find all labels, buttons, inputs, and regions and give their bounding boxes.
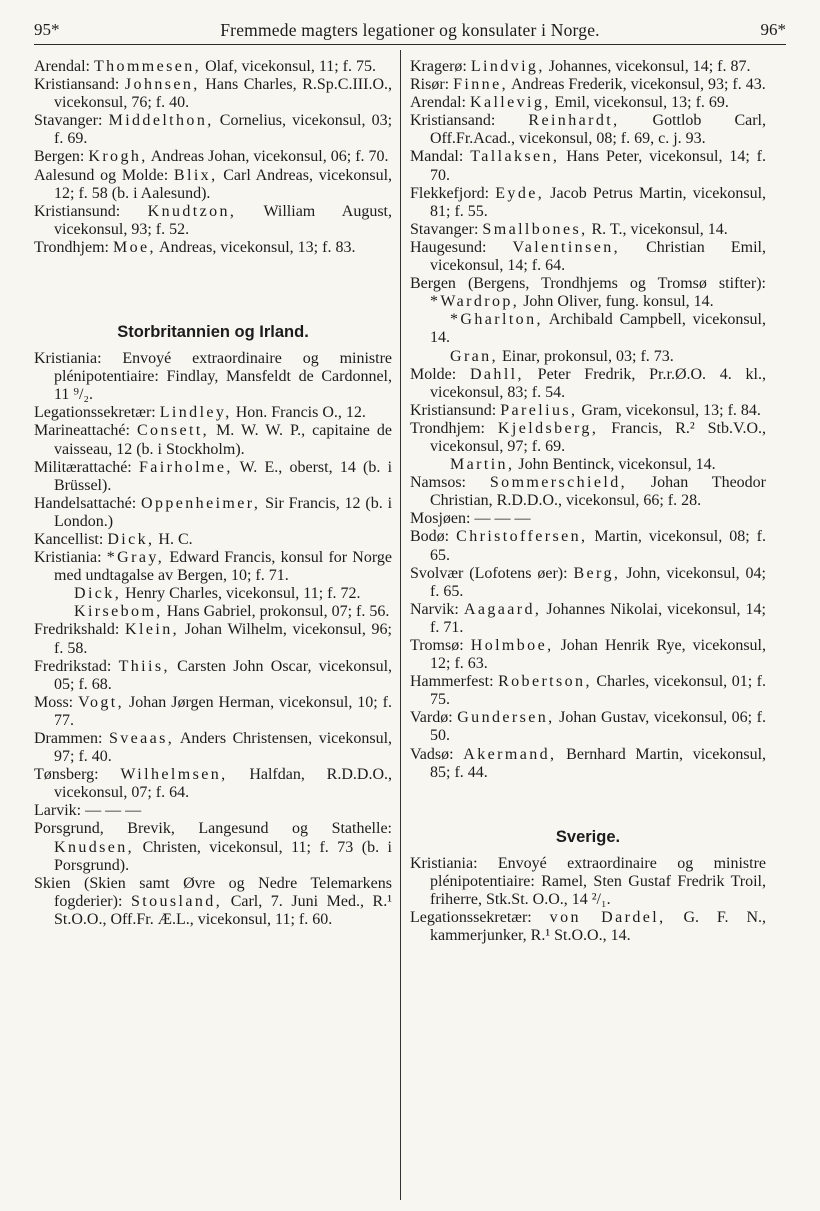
entry-rest: H. C. (158, 530, 193, 548)
entry-name: von Dardel, (549, 909, 666, 927)
directory-entry (410, 112, 766, 148)
directory-entry (410, 565, 766, 601)
entry-rest: W. E., oberst, 14 (b. i Brüssel). (54, 458, 393, 494)
entry-rest: Henry Charles, vicekonsul, 11; f. 72. (125, 585, 361, 603)
entry-place: Flekkefjord: (410, 184, 490, 202)
entry-name: Knudtzon, (147, 202, 237, 220)
entry-name: Krogh, (88, 148, 148, 166)
page-number-left: 95* (34, 20, 60, 39)
entry-place: Drammen: (34, 730, 103, 747)
directory-entry (34, 730, 392, 766)
section-title-storbritannien: Storbritannien og Irland. (117, 323, 309, 342)
right-entries (410, 58, 766, 782)
directory-entry (34, 422, 392, 458)
entry-place: Kristiania: (34, 549, 102, 567)
directory-entry (410, 185, 766, 221)
page-number-right: 96* (760, 20, 786, 39)
entry-rest: Andreas Johan, vicekonsul, 06; f. 70. (150, 148, 389, 166)
right-column (410, 58, 766, 945)
directory-entry (410, 420, 766, 456)
entry-rest: Sir Francis, 12 (b. i London.) (54, 494, 393, 530)
entry-rest: Gram, vicekonsul, 13; f. 84. (581, 401, 761, 419)
entry-place: Legationssekretær: (34, 404, 156, 422)
entry-name: Dick, (107, 530, 155, 548)
entry-name: *Gray, (106, 549, 165, 567)
directory-entry (34, 802, 392, 820)
entry-rest: Johannes Nikolai, vicekonsul, 14; f. 71. (430, 600, 766, 636)
entry-place: Mosjøen: (410, 510, 471, 528)
directory-entry (34, 658, 392, 694)
entry-place: Stavanger: (34, 112, 103, 130)
entry-place: Bergen: (34, 148, 85, 166)
entry-place: Svolvær (Lofotens øer): (410, 564, 568, 582)
entry-rest: Christen, vicekonsul, 11; f. 73 (b. i Porsgrund). (54, 838, 393, 874)
entry-place: Molde: (410, 365, 457, 383)
directory-entry (410, 528, 766, 564)
entry-name: Thommesen, (93, 58, 202, 75)
directory-entry (34, 549, 392, 585)
entry-place: Arendal: (34, 58, 90, 75)
directory-entry (34, 203, 392, 239)
directory-entry (410, 855, 766, 909)
directory-entry (410, 510, 766, 528)
entry-place: Trondhjem: (34, 238, 109, 256)
directory-entry (410, 348, 766, 366)
entry-name: Consett, (136, 422, 210, 440)
entry-name: Kirsebom, (74, 603, 163, 621)
entry-place: Kancellist: (34, 530, 104, 548)
entry-rest: Halfdan, R.D.D.O., vicekonsul, 07; f. 64. (54, 766, 393, 802)
directory-entry (410, 474, 766, 510)
entry-rest: Anders Christensen, vicekonsul, 97; f. 40. (54, 730, 393, 766)
entry-place: Marineattaché: (34, 422, 130, 440)
directory-entry (410, 456, 766, 474)
entry-place: Kristiansund: (34, 202, 121, 220)
entry-place: Fredrikstad: (34, 657, 112, 675)
entry-rest: Jacob Petrus Martin, vicekonsul, 81; f. 55. (430, 184, 767, 220)
entry-name: Fairholme, (138, 458, 233, 476)
entry-name: Reinhardt, (528, 112, 620, 130)
entry-name: Valentinsen, (512, 238, 620, 256)
entry-place: Kristiania: (34, 350, 102, 368)
entry-rest: Carsten John Oscar, vicekonsul, 05; f. 68. (54, 657, 393, 693)
entry-name: Holmboe, (470, 637, 554, 654)
entry-rest: Johan Jørgen Herman, vicekonsul, 10; f. 77. (54, 693, 393, 729)
entry-rest: John Bentinck, vicekonsul, 14. (518, 456, 716, 474)
entry-rest: Einar, prokonsul, 03; f. 73. (501, 347, 674, 365)
entry-name: Wilhelmsen, (120, 766, 228, 784)
entry-name: Middelthon, (108, 112, 214, 130)
entry-name: Dick, (74, 585, 122, 603)
entry-place: Aalesund og Molde: (34, 166, 169, 184)
sverige-entries (410, 855, 766, 945)
entry-rest: M. W. W. P., capitaine de vaisseau, 12 (b. i Stockholm). (54, 422, 393, 458)
entry-rest: Edward Francis, konsul for Norge med undtagalse av Bergen, 10; f. 71. (54, 549, 392, 585)
entry-name: Sommerschield, (489, 474, 628, 492)
entry-name: Tallaksen, (470, 148, 560, 166)
left-column (34, 58, 392, 929)
entry-name: Lindley, (159, 404, 232, 422)
directory-entry (34, 76, 392, 112)
directory-entry (34, 585, 392, 603)
entry-place: Kristiansand: (34, 76, 120, 94)
section-title-sverige: Sverige. (555, 827, 621, 846)
entry-place: Fredrikshald: (34, 621, 120, 639)
entry-place: Porsgrund, Brevik, Langesund og Stathelle: (34, 820, 392, 838)
directory-entry (410, 637, 766, 673)
directory-entry (34, 694, 392, 730)
entry-rest: Andreas, vicekonsul, 13; f. 83. (159, 238, 356, 256)
entry-name: Gundersen, (457, 709, 555, 727)
entry-place: Namsos: (410, 474, 466, 492)
directory-entry (410, 221, 766, 239)
entry-name: Finne, (453, 76, 508, 94)
entry-place: Kristiansund: (410, 401, 497, 419)
entry-rest: Johan Henrik Rye, vicekonsul, 12; f. 63. (430, 637, 766, 673)
directory-entry (410, 94, 766, 112)
entry-rest: John, vicekonsul, 04; f. 65. (430, 564, 766, 600)
entry-name: Kjeldsberg, (497, 419, 599, 437)
directory-entry (34, 112, 392, 148)
entry-place: Kragerø: (410, 58, 467, 75)
running-title: Fremmede magters legationer og konsulater i Norge. (220, 20, 600, 40)
entry-name: Kallevig, (469, 94, 551, 112)
entry-place: Mandal: (410, 148, 464, 166)
entry-rest: Johan Wilhelm, vicekonsul, 96; f. 58. (54, 621, 393, 657)
entry-place: Militærattaché: (34, 458, 132, 476)
directory-entry (34, 58, 392, 76)
entry-place: Trondhjem: (410, 419, 485, 437)
entry-name: Thiis, (118, 657, 170, 675)
directory-entry (34, 531, 392, 549)
entry-place: Risør: (410, 76, 450, 94)
entry-rest: Christian Emil, vicekonsul, 14; f. 64. (430, 238, 766, 275)
directory-entry (410, 366, 766, 402)
directory-entry (410, 746, 766, 782)
directory-entry (34, 148, 392, 166)
entry-rest: Archibald Campbell, vicekonsul, 14. (430, 311, 766, 347)
directory-entry (410, 601, 766, 637)
entry-rest: G. F. N., kammerjunker, R.¹ St.O.O., 14. (430, 909, 767, 945)
entry-place: Moss: (34, 693, 74, 711)
entry-name: Blix, (173, 166, 218, 184)
directory-entry (410, 58, 766, 76)
entry-rest: — — — (85, 802, 142, 820)
entry-name: Johnsen, (124, 76, 200, 94)
entry-rest: Bernhard Martin, vicekonsul, 85; f. 44. (430, 745, 767, 781)
entry-name: Klein, (125, 621, 179, 639)
entry-name: Stousland, (130, 892, 223, 910)
entry-rest: Hans Peter, vicekonsul, 14; f. 70. (430, 148, 767, 184)
page-header (34, 14, 786, 45)
directory-entry (34, 404, 392, 422)
directory-entry (34, 875, 392, 929)
entry-rest: Emil, vicekonsul, 13; f. 69. (554, 94, 729, 112)
entry-name: Dahll, (469, 365, 524, 383)
entry-name: *Wardrop, (430, 293, 520, 311)
entry-place: Skien (Skien samt Øvre og Nedre Telemarkens fogderier): (34, 874, 392, 910)
entry-rest: Carl, 7. Juni Med., R.¹ St.O.O., Off.Fr. Æ.L., vicekonsul, 11; f. 60. (54, 892, 393, 928)
entry-place: Larvik: (34, 802, 82, 820)
entry-name: Eyde, (495, 184, 545, 202)
entry-name: Aagaard, (463, 600, 542, 618)
entry-rest: Francis, R.² Stb.V.O., vicekonsul, 97; f. 69. (430, 419, 767, 455)
entry-place: Arendal: (410, 94, 466, 112)
directory-entry (410, 709, 766, 745)
entry-place: Bodø: (410, 528, 450, 546)
directory-entry (410, 275, 766, 311)
directory-entry (410, 148, 766, 184)
entry-rest: Gottlob Carl, Off.Fr.Acad., vicekonsul, 08; f. 69, c. j. 93. (430, 112, 766, 148)
left-entries (34, 58, 392, 257)
directory-entry (34, 167, 392, 203)
directory-entry (410, 673, 766, 709)
entry-rest: Andreas Frederik, vicekonsul, 93; f. 43. (511, 76, 766, 94)
entry-name: Oppenheimer, (141, 494, 261, 512)
directory-entry (34, 766, 392, 802)
entry-rest: Cornelius, vicekonsul, 03; f. 69. (54, 112, 393, 148)
entry-rest: Johan Gustav, vicekonsul, 06; f. 50. (430, 709, 767, 745)
entry-rest: Charles, vicekonsul, 01; f. 75. (430, 673, 767, 709)
entry-place: Hammerfest: (410, 673, 494, 691)
entry-place: Bergen (Bergens, Trondhjems og Tromsø stifter): (410, 275, 766, 293)
entry-name: Sveaas, (108, 730, 175, 747)
directory-entry (410, 402, 766, 420)
directory-entry (410, 76, 766, 94)
entry-name: Akermand, (463, 745, 557, 763)
entry-name: Knudsen, (54, 838, 135, 856)
entry-name: Smallbones, (482, 220, 588, 238)
entry-place: Stavanger: (410, 220, 479, 238)
directory-entry (34, 459, 392, 495)
storbritannien-entries (34, 350, 392, 929)
entry-name: Parelius, (500, 401, 578, 419)
entry-rest: R. T., vicekonsul, 14. (591, 220, 728, 238)
column-divider (400, 50, 401, 1200)
entry-rest: Olaf, vicekonsul, 11; f. 75. (205, 58, 377, 75)
entry-place: Kristiania: (410, 854, 478, 872)
directory-entry (410, 909, 766, 945)
entry-place: Tønsberg: (34, 766, 99, 784)
entry-name: Gran, (450, 347, 498, 365)
directory-entry (34, 350, 392, 404)
entry-place: Handelsattaché: (34, 494, 137, 512)
entry-place: Legationssekretær: (410, 909, 532, 927)
entry-place: Kristiansand: (410, 112, 496, 130)
entry-place: Haugesund: (410, 238, 487, 256)
entry-rest: Johan Theodor Christian, R.D.D.O., vicekonsul, 66; f. 28. (430, 474, 767, 510)
entry-rest: Peter Fredrik, Pr.r.Ø.O. 4. kl., vicekonsul, 83; f. 54. (430, 365, 766, 401)
entry-name: Vogt, (78, 693, 125, 711)
entry-name: Lindvig, (470, 58, 545, 75)
directory-entry (34, 621, 392, 657)
directory-entry (410, 311, 766, 347)
entry-rest: John Oliver, fung. konsul, 14. (523, 293, 714, 311)
entry-rest: Carl Andreas, vicekonsul, 12; f. 58 (b. i Aalesund). (54, 166, 393, 202)
directory-entry (34, 239, 392, 257)
entry-rest: Hans Charles, R.Sp.C.III.O., vicekonsul, 76; f. 40. (54, 76, 392, 112)
entry-name: *Gharlton, (450, 311, 543, 329)
entry-place: Narvik: (410, 600, 459, 618)
entry-name: Robertson, (498, 673, 592, 691)
entry-rest: Hon. Francis O., 12. (235, 404, 366, 422)
directory-entry (410, 239, 766, 275)
entry-place: Tromsø: (410, 637, 464, 654)
entry-name: Moe, (112, 238, 156, 256)
directory-entry (34, 820, 392, 874)
entry-name: Christoffersen, (456, 528, 588, 546)
entry-rest: Envoyé extraordinaire og ministre plénipotentiaire: Ramel, Sten Gustaf Fredrik Troil, friherre, Stk.St. O.O., 14 ²/₁. (430, 854, 766, 908)
entry-rest: William August, vicekonsul, 93; f. 52. (54, 202, 392, 238)
entry-rest: Hans Gabriel, prokonsul, 07; f. 56. (166, 603, 390, 621)
entry-place: Vadsø: (410, 745, 454, 763)
entry-rest: — — — (474, 510, 531, 528)
entry-rest: Envoyé extraordinaire og ministre plénipotentiaire: Findlay, Mansfeldt de Cardonnel, 11 ⁹/₂. (54, 350, 392, 404)
entry-name: Berg, (573, 564, 621, 582)
entry-rest: Johannes, vicekonsul, 14; f. 87. (548, 58, 751, 75)
entry-name: Martin, (450, 456, 515, 474)
directory-entry (34, 603, 392, 621)
entry-place: Vardø: (410, 709, 453, 727)
directory-entry (34, 495, 392, 531)
entry-rest: Martin, vicekonsul, 08; f. 65. (430, 528, 767, 564)
